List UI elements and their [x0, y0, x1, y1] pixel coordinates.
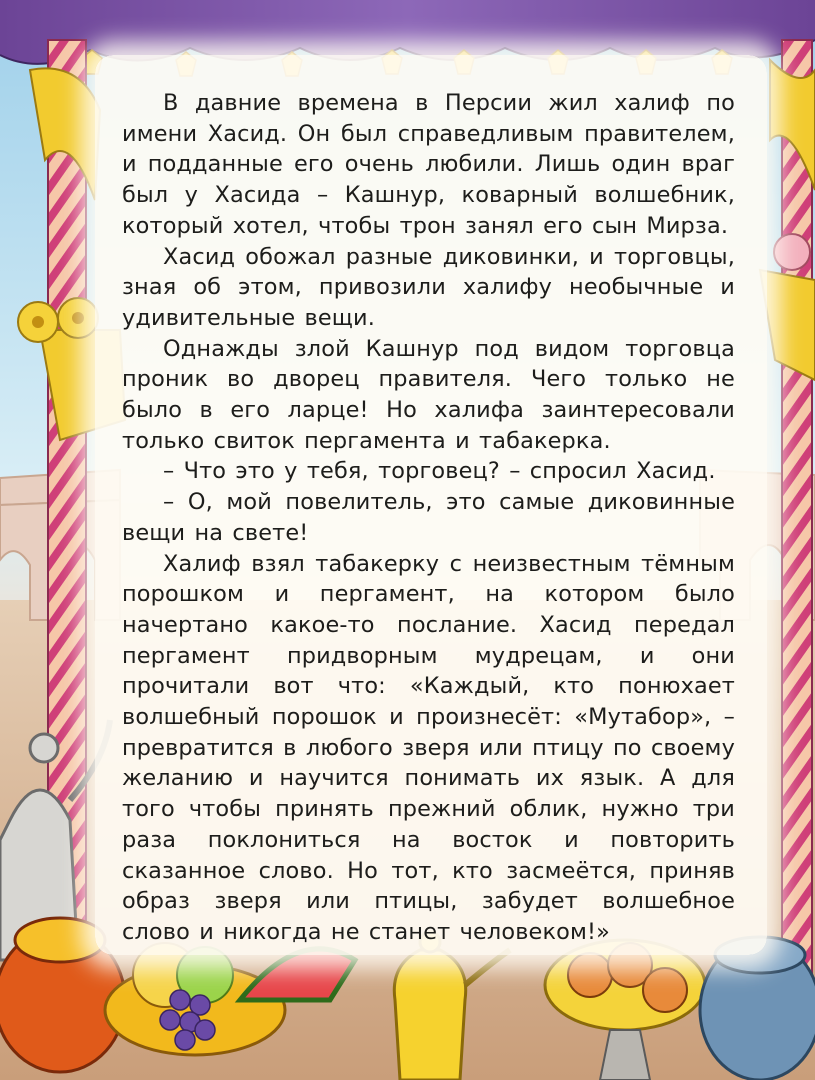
- story-dialogue-question: – Что это у тебя, торговец? – спросил Хасид.: [163, 458, 716, 485]
- story-dialogue-answer: – О, мой повелитель, это самые диковинные вещи на свете!: [122, 489, 735, 546]
- story-text: [122, 88, 735, 948]
- story-paragraph-6: Халиф взял табакерку с неизвестным тёмным порошком и пергамент, на котором было начертано какое-то послание. Хасид передал пергамент придворным мудрецам, и они прочитали вот что: «Каждый, кто понюхает волшебный порошок и произнесёт: «Мутабор», – превратится в любого зверя или птицу по своему желанию и научится понимать их язык. А для того чтобы принять прежний облик, нужно три раза поклониться на восток и повторить сказанное слово. Но тот, кто засмеётся, приняв образ зверя или птицы, забудет волшебное слово и никогда не станет человеком!»: [122, 550, 735, 945]
- story-paragraph-2: Хасид обожал разные диковинки, и торговцы, зная об этом, привозили халифу необычные и удивительные вещи.: [122, 243, 735, 331]
- story-paragraph-1: В давние времена в Персии жил халиф по имени Хасид. Он был справедливым правителем, и подданные его очень любили. Лишь один враг был у Хасида – Кашнур, коварный волшебник, который хотел, чтобы трон занял его сын Мирза.: [122, 90, 735, 239]
- story-paragraph-3: Однажды злой Кашнур под видом торговца проник во дворец правителя. Чего только не было в его ларце! Но халифа заинтересовали только свиток пергамента и табакерка.: [122, 335, 735, 454]
